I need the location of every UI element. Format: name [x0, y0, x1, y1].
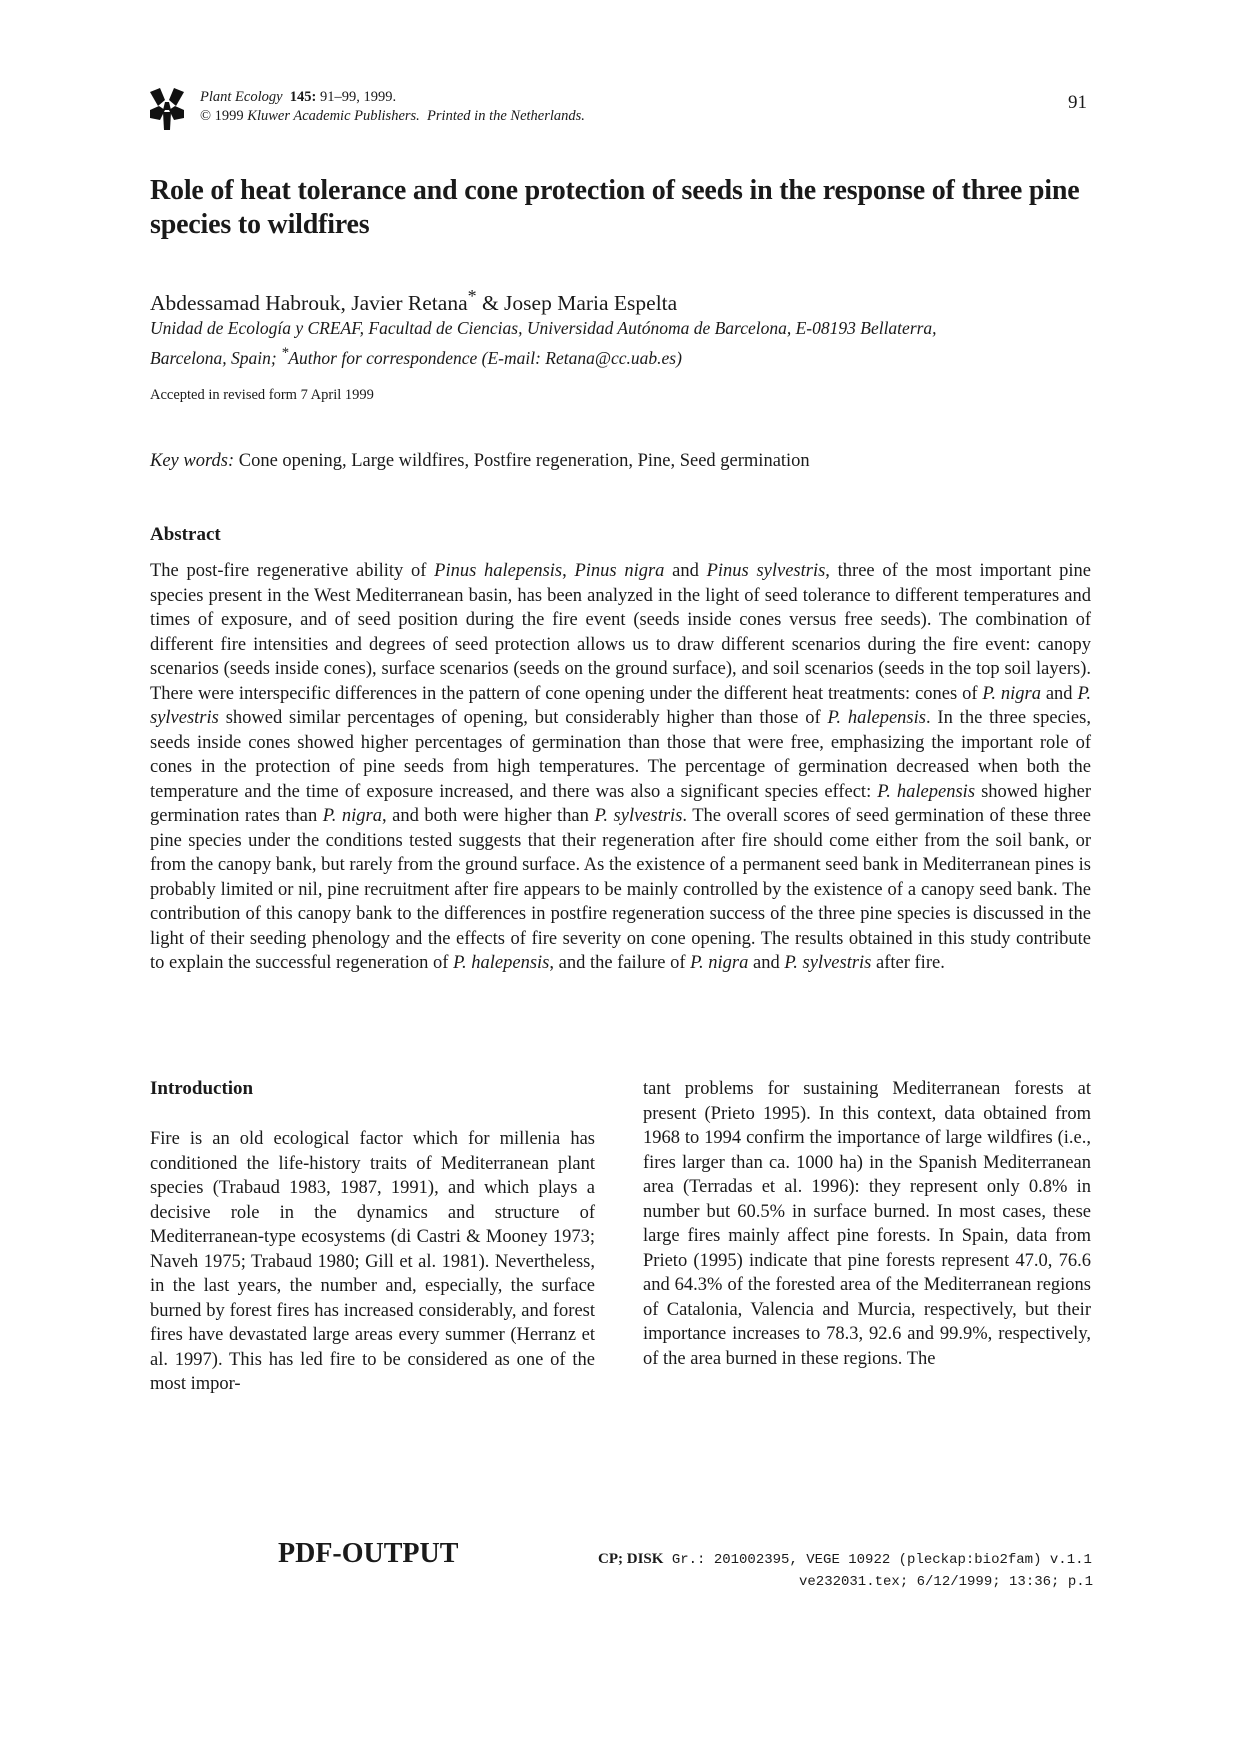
affiliation-line-1: Unidad de Ecología y CREAF, Facultad de Ciencias, Universidad Autónoma de Barcelona, E-08193 Bellaterra,: [150, 318, 937, 338]
pdf-output-label: PDF-OUTPUT: [278, 1538, 459, 1569]
page-number: 91: [1068, 92, 1087, 113]
footer-job-info: Gr.: 201002395, VEGE 10922 (pleckap:bio2fam) v.1.1: [663, 1552, 1092, 1568]
correspondence-email: Author for correspondence (E-mail: Retana@cc.uab.es): [288, 347, 682, 368]
introduction-heading: Introduction: [150, 1078, 254, 1099]
publisher-logo-icon: [150, 86, 184, 130]
keywords: [150, 451, 1100, 472]
journal-name: Plant Ecology: [200, 89, 283, 105]
footer-production-line-1: [598, 1551, 1092, 1568]
authors-first: Abdessamad Habrouk, Javier Retana: [150, 291, 468, 316]
introduction-left-column: Fire is an old ecological factor which for millenia has conditioned the life-history traits of Mediterranean plant species (Trabaud 1983, 1987, 1991), and which plays a decisive role in the dynamics and structure of Mediterranean-type ecosystems (di Castri & Mooney 1973; Naveh 1975; Trabaud 1980; Gill et al. 1981). Nevertheless, in the last years, the number and, especially, the surface burned by forest fires has increased considerably, and forest fires have devastated large areas every summer (Herranz et al. 1997). This has led fire to be considered as one of the most impor-: [150, 1129, 595, 1394]
journal-pages-year: 91–99, 1999.: [320, 89, 397, 105]
copyright-year: 1999: [214, 108, 244, 124]
printed-note: Printed in the Netherlands.: [427, 108, 585, 124]
journal-citation: [200, 88, 585, 126]
publisher-name: Kluwer Academic Publishers.: [247, 108, 420, 124]
copyright-line: [200, 107, 585, 126]
cp-disk-label: CP; DISK: [598, 1551, 664, 1567]
abstract-body: The post-fire regenerative ability of Pinus halepensis, Pinus nigra and Pinus sylvestris, three of the most important pine species present in the West Mediterranean basin, has been analyzed in the light of seed tolerance to different temperatures and times of exposure, and of seed position during the fire event (seeds inside cones versus free seeds). The combination of different fire intensities and degrees of seed protection allows us to draw different scenarios during the fire event: canopy scenarios (seeds inside cones), surface scenarios (seeds on the ground surface), and soil scenarios (seeds in the top soil layers). There were interspecific differences in the pattern of cone opening under the different heat treatments: cones of P. nigra and P. sylvestris showed similar percentages of opening, but considerably higher than those of P. halepensis. In the three species, seeds inside cones showed higher percentages of germination than those that were free, emphasizing the important role of cones in the protection of pine seeds from high temperatures. The percentage of germination decreased when both the temperature and the time of exposure increased, and there was also a significant species effect: P. halepensis showed higher germination rates than P. nigra, and both were higher than P. sylvestris. The overall scores of seed germination of these three pine species under the conditions tested suggests that their regeneration after fire should come either from the soil bank, or from the canopy bank, but rarely from the ground surface. As the existence of a permanent seed bank in Mediterranean pines is probably limited or nil, pine recruitment after fire appears to be mainly controlled by the existence of a canopy seed bank. The contribution of this canopy bank to the differences in postfire regeneration success of the three pine species is discussed in the light of their seeding phenology and the effects of fire severity on cone opening. The results obtained in this study contribute to explain the successful regeneration of P. halepensis, and the failure of P. nigra and P. sylvestris after fire.: [150, 561, 1091, 973]
affiliation-line-2: [150, 341, 1100, 371]
article-title: Role of heat tolerance and cone protection of seeds in the response of three pine species to wildfires: [150, 175, 1080, 240]
footer-production-line-2: ve232031.tex; 6/12/1999; 13:36; p.1: [799, 1574, 1094, 1590]
introduction-right-column: tant problems for sustaining Mediterranean forests at present (Prieto 1995). In this context, data obtained from 1968 to 1994 confirm the importance of large wildfires (i.e., fires larger than ca. 1000 ha) in the Spanish Mediterranean area (Terradas et al. 1996): they represent only 0.8% in number but 60.5% in surface burned. In most cases, these large fires mainly affect pine forests. In Spain, data from Prieto (1995) indicate that pine forests represent 47.0, 76.6 and 64.3% of the forested area of the Mediterranean regions of Catalonia, Valencia and Murcia, respectively, but their importance increases to 78.3, 92.6 and 99.9%, respectively, of the area burned in these regions. The: [643, 1079, 1091, 1369]
accepted-date: Accepted in revised form 7 April 1999: [150, 387, 374, 403]
authors-rest: & Josep Maria Espelta: [476, 291, 678, 316]
author-list: [150, 286, 677, 316]
keywords-list: Cone opening, Large wildfires, Postfire regeneration, Pine, Seed germination: [234, 451, 810, 471]
affiliation-location: Barcelona, Spain;: [150, 347, 282, 368]
abstract-heading: Abstract: [150, 524, 221, 545]
correspondence-mark: *: [281, 345, 289, 361]
affiliation: [150, 316, 1100, 371]
journal-volume: 145:: [289, 89, 317, 105]
keywords-label: Key words:: [150, 451, 235, 471]
corresponding-mark: *: [467, 286, 477, 306]
journal-line: [200, 88, 585, 107]
copyright-symbol: ©: [200, 108, 212, 124]
